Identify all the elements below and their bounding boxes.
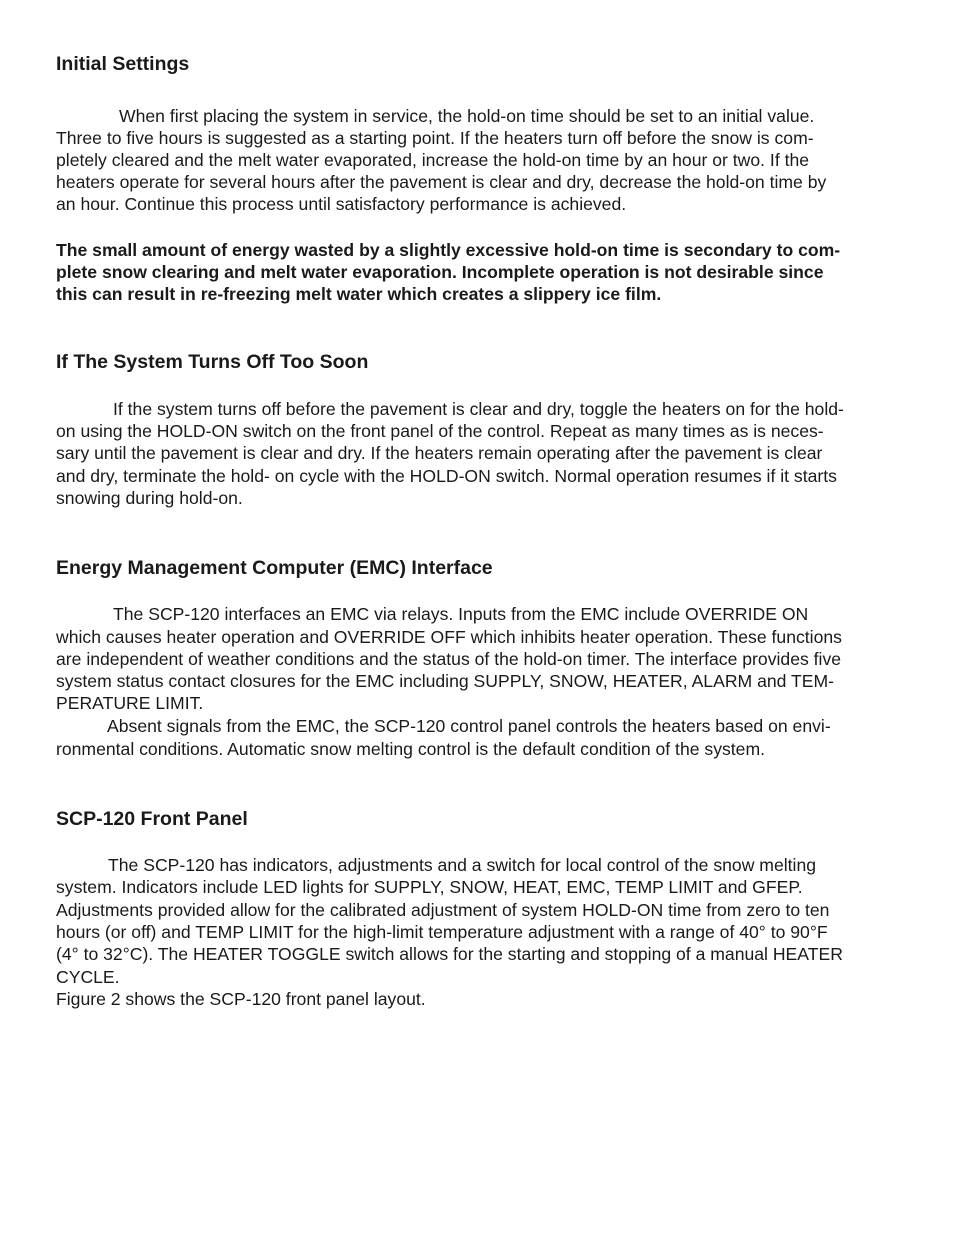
text-line: When first placing the system in service, the hold-on time should be set to an initial value. (119, 106, 815, 126)
text-line: (4° to 32°C). The HEATER TOGGLE switch allows for the starting and stopping of a manual HEATER (56, 944, 843, 964)
section-heading-emc-interface: Energy Management Computer (EMC) Interface (56, 557, 493, 579)
text-line: The small amount of energy wasted by a slightly excessive hold-on time is secondary to com- (56, 240, 841, 260)
text-line: Absent signals from the EMC, the SCP-120 control panel controls the heaters based on envi- (107, 716, 831, 736)
text-line: ronmental conditions. Automatic snow melting control is the default condition of the system. (56, 739, 766, 759)
section-heading-turns-off-too-soon: If The System Turns Off Too Soon (56, 351, 369, 373)
section-heading-front-panel: SCP-120 Front Panel (56, 808, 248, 830)
text-line: this can result in re-freezing melt water which creates a slippery ice film. (56, 284, 662, 304)
text-line: sary until the pavement is clear and dry. If the heaters remain operating after the pavement is clear (56, 443, 823, 463)
text-line: If the system turns off before the pavement is clear and dry, toggle the heaters on for the hold- (113, 399, 844, 419)
text-line: and dry, terminate the hold- on cycle with the HOLD-ON switch. Normal operation resumes if it starts (56, 466, 837, 486)
text-line: CYCLE. (56, 967, 120, 987)
text-line: The SCP-120 interfaces an EMC via relays. Inputs from the EMC include OVERRIDE ON (113, 604, 809, 624)
section-heading-initial-settings: Initial Settings (56, 53, 190, 75)
text-line: pletely cleared and the melt water evaporated, increase the hold-on time by an hour or two. If the (56, 150, 810, 170)
text-line: on using the HOLD-ON switch on the front panel of the control. Repeat as many times as is neces- (56, 421, 824, 441)
text-line: plete snow clearing and melt water evaporation. Incomplete operation is not desirable since (56, 262, 824, 282)
text-line: system status contact closures for the EMC including SUPPLY, SNOW, HEATER, ALARM and TEM- (56, 671, 834, 691)
text-line: Three to five hours is suggested as a starting point. If the heaters turn off before the snow is com- (56, 128, 814, 148)
text-line: an hour. Continue this process until satisfactory performance is achieved. (56, 194, 627, 214)
text-line: Figure 2 shows the SCP-120 front panel layout. (56, 989, 426, 1009)
text-line: Adjustments provided allow for the calibrated adjustment of system HOLD-ON time from zero to ten (56, 900, 830, 920)
text-line: PERATURE LIMIT. (56, 693, 204, 713)
text-line: which causes heater operation and OVERRIDE OFF which inhibits heater operation. These functions (56, 627, 842, 647)
text-line: heaters operate for several hours after the pavement is clear and dry, decrease the hold-on time by (56, 172, 827, 192)
text-line: hours (or off) and TEMP LIMIT for the high-limit temperature adjustment with a range of 40° to 90°F (56, 922, 828, 942)
text-line: snowing during hold-on. (56, 488, 243, 508)
text-line: The SCP-120 has indicators, adjustments and a switch for local control of the snow melting (108, 855, 817, 875)
text-line: are independent of weather conditions and the status of the hold-on timer. The interface provides five (56, 649, 842, 669)
text-line: system. Indicators include LED lights for SUPPLY, SNOW, HEAT, EMC, TEMP LIMIT and GFEP. (56, 877, 803, 897)
